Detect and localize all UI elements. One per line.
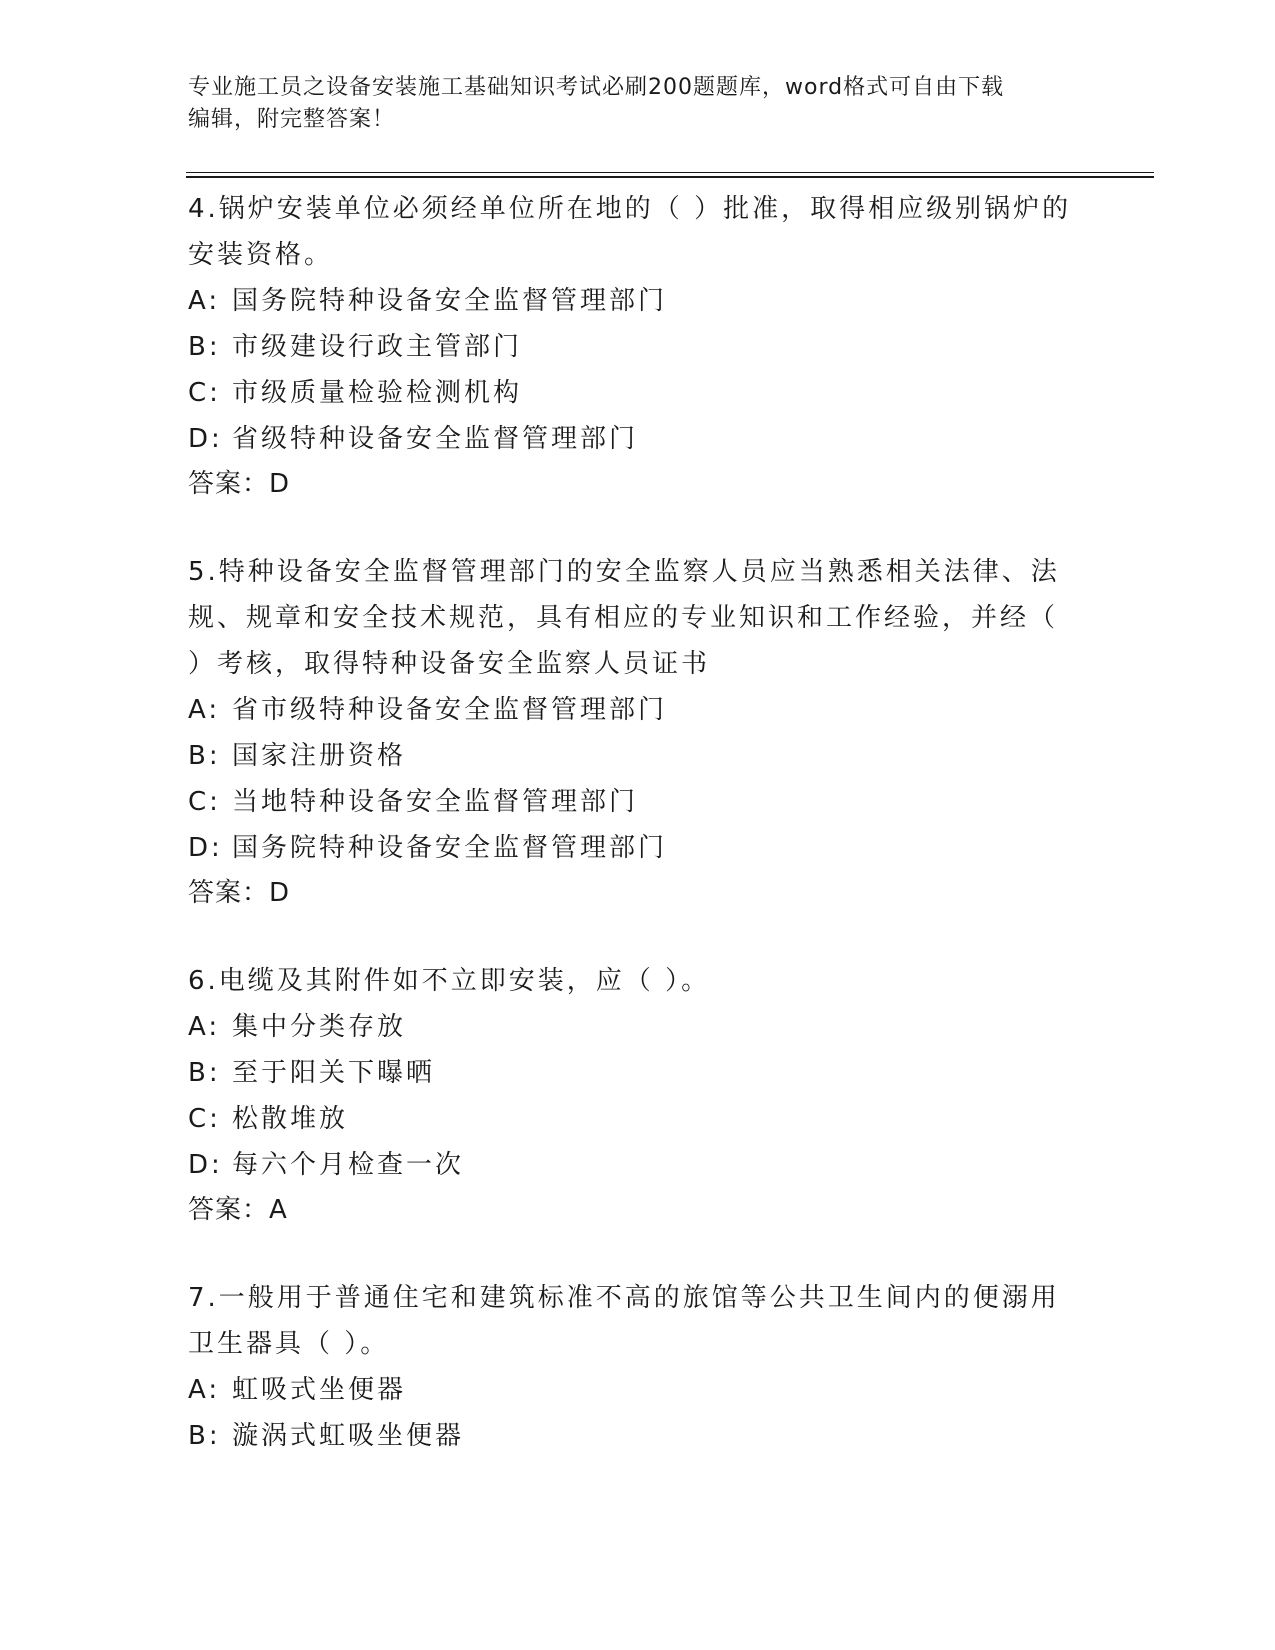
option-row — [188, 278, 1088, 324]
option-text: 省市级特种设备安全监督管理部门 — [232, 695, 668, 725]
question-stem-line: 7.一般用于普通住宅和建筑标准不高的旅馆等公共卫生间内的便溺用 — [188, 1283, 1060, 1313]
option-letter: C: — [188, 1104, 221, 1134]
option-row — [188, 1004, 1088, 1050]
question-item — [188, 1275, 1088, 1459]
question-stem-line: 卫生器具（ ）。 — [188, 1329, 390, 1359]
option-text: 国务院特种设备安全监督管理部门 — [232, 833, 668, 863]
header-line-1: 专业施工员之设备安装施工基础知识考试必刷200题题库，word格式可自由下载 — [188, 75, 1005, 100]
option-text: 国务院特种设备安全监督管理部门 — [232, 286, 668, 316]
question-stem-line: 安装资格。 — [188, 240, 334, 270]
option-row — [188, 1413, 1088, 1459]
question-stem-line: 5.特种设备安全监督管理部门的安全监察人员应当熟悉相关法律、法 — [188, 557, 1060, 587]
option-row — [188, 1096, 1088, 1142]
option-letter: B: — [188, 1058, 221, 1088]
question-stem — [188, 186, 1088, 278]
header-rule-thick — [186, 176, 1154, 178]
option-letter: C: — [188, 378, 221, 408]
question-stem — [188, 958, 1088, 1004]
option-text: 集中分类存放 — [232, 1012, 407, 1042]
option-text: 市级质量检验检测机构 — [232, 378, 523, 408]
option-text: 市级建设行政主管部门 — [232, 332, 523, 362]
option-text: 虹吸式坐便器 — [232, 1375, 407, 1405]
option-row — [188, 779, 1088, 825]
option-letter: B: — [188, 1421, 221, 1451]
question-item — [188, 186, 1088, 506]
question-stem-line: ）考核，取得特种设备安全监察人员证书 — [188, 649, 711, 679]
option-letter: A: — [188, 286, 221, 316]
question-stem-line: 规、规章和安全技术规范，具有相应的专业知识和工作经验，并经（ — [188, 603, 1059, 633]
option-row — [188, 687, 1088, 733]
option-row — [188, 825, 1088, 871]
option-letter: B: — [188, 741, 221, 771]
option-text: 漩涡式虹吸坐便器 — [232, 1421, 465, 1451]
option-row — [188, 370, 1088, 416]
option-text: 省级特种设备安全监督管理部门 — [232, 424, 639, 454]
answer-line: 答案：A — [188, 1195, 288, 1225]
option-text: 当地特种设备安全监督管理部门 — [232, 787, 639, 817]
option-letter: A: — [188, 1012, 221, 1042]
answer-line: 答案：D — [188, 878, 291, 908]
option-letter: C: — [188, 787, 221, 817]
option-text: 松散堆放 — [232, 1104, 349, 1134]
option-letter: A: — [188, 1375, 221, 1405]
option-row — [188, 1367, 1088, 1413]
question-stem — [188, 1275, 1088, 1367]
option-row — [188, 1142, 1088, 1188]
option-text: 每六个月检查一次 — [232, 1150, 465, 1180]
document-header — [188, 72, 1088, 136]
option-text: 国家注册资格 — [232, 741, 407, 771]
question-stem-line: 4.锅炉安装单位必须经单位所在地的（ ）批准，取得相应级别锅炉的 — [188, 194, 1072, 224]
option-letter: D: — [188, 424, 223, 454]
question-stem-line: 6.电缆及其附件如不立即安装，应（ ）。 — [188, 966, 711, 996]
option-letter: D: — [188, 1150, 223, 1180]
option-letter: A: — [188, 695, 221, 725]
answer-line: 答案：D — [188, 469, 291, 499]
question-list — [188, 186, 1088, 1502]
question-item — [188, 549, 1088, 915]
option-letter: B: — [188, 332, 221, 362]
header-line-2: 编辑，附完整答案！ — [188, 107, 396, 132]
question-stem — [188, 549, 1088, 687]
option-text: 至于阳关下曝晒 — [232, 1058, 436, 1088]
option-row — [188, 733, 1088, 779]
question-item — [188, 958, 1088, 1232]
option-row — [188, 1050, 1088, 1096]
header-rule-thin — [186, 172, 1154, 173]
option-row — [188, 416, 1088, 462]
option-row — [188, 324, 1088, 370]
option-letter: D: — [188, 833, 223, 863]
